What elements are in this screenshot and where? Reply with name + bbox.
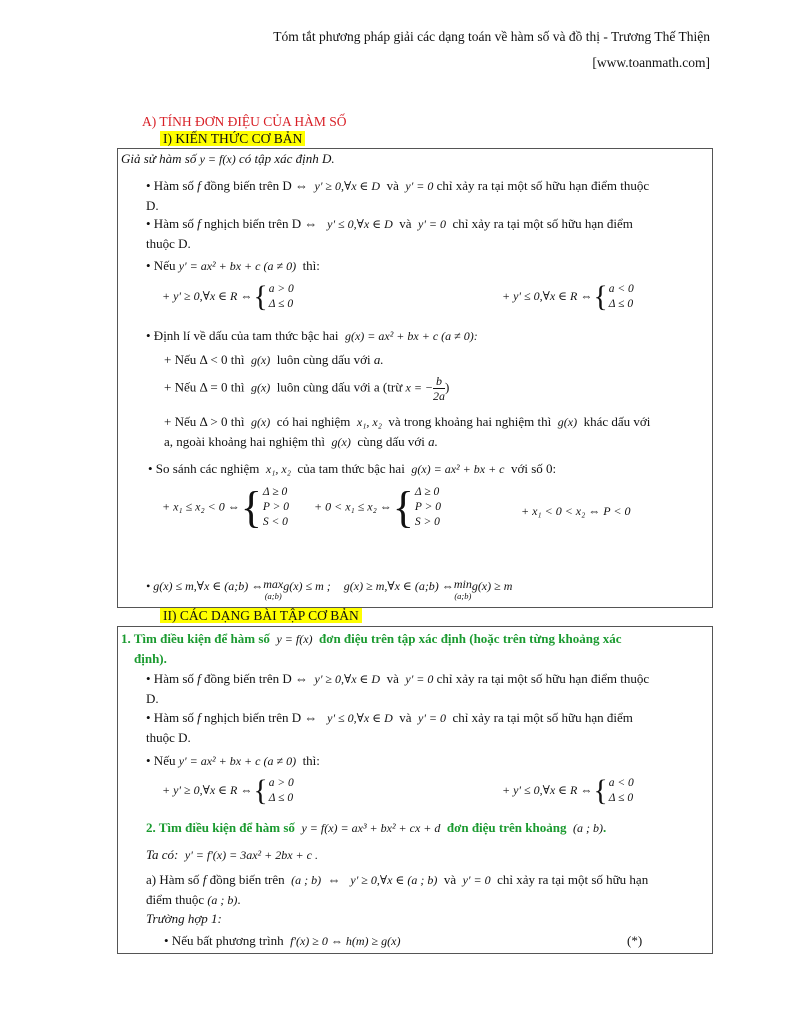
dongbien-paragraph: • Hàm số f đồng biến trên D ⇔ y' ≥ 0,∀x ∈ D và y' = 0 chỉ xảy ra tại một số hữu hạn điểm thuộc D. xyxy=(146,178,650,213)
derivative-line: Ta có: y' = f'(x) = 3ax² + 2bx + c . xyxy=(146,847,318,862)
condition-decreasing-2: + y' ≤ 0,∀x ∈ R ⇔{a < 0 Δ ≤ 0 xyxy=(502,774,634,807)
subsection-2-title: II) CÁC DẠNG BÀI TẬP CƠ BẢN xyxy=(160,608,362,623)
equation-marker: (*) xyxy=(627,933,643,948)
neu-line: • Nếu y' = ax² + bx + c (a ≠ 0) thì: xyxy=(146,258,320,273)
case-a-paragraph: a) Hàm số f đồng biến trên (a ; b) ⇔ y' ≥ 0,∀x ∈ (a ; b) và y' = 0 chỉ xảy ra tại một số hữu hạn điểm thuộc (a ; b). xyxy=(146,872,649,907)
delta-negative-line: + Nếu Δ < 0 thì g(x) luôn cùng dấu với a. xyxy=(164,352,384,367)
dinhli-line: • Định lí về dấu của tam thức bậc hai g(x) = ax² + bx + c (a ≠ 0): xyxy=(146,328,478,343)
subsection-1-title: I) KIẾN THỨC CƠ BẢN xyxy=(160,131,305,146)
intro-line: Giả sử hàm số y = f(x) có tập xác định D. xyxy=(121,151,335,166)
neu-line-2: • Nếu y' = ax² + bx + c (a ≠ 0) thì: xyxy=(146,753,320,768)
condition-increasing: + y' ≥ 0,∀x ∈ R ⇔{a > 0 Δ ≤ 0 xyxy=(162,280,294,313)
page-header-title: Tóm tắt phương pháp giải các dạng toán về hàm số và đồ thị - Trương Thế Thiện xyxy=(273,29,710,44)
page-header-site: [www.toanmath.com] xyxy=(592,55,710,70)
dongbien-paragraph-2: • Hàm số f đồng biến trên D ⇔ y' ≥ 0,∀x ∈ D và y' = 0 chỉ xảy ra tại một số hữu hạn điểm thuộc D. xyxy=(146,671,650,706)
compare-both-positive: + 0 < x₁ ≤ x₂ ⇔{Δ ≥ 0 P > 0 S > 0 xyxy=(314,482,441,532)
exercise-types-box xyxy=(117,626,713,954)
nghichbien-paragraph-2: • Hàm số f nghịch biến trên D ⇔ y' ≤ 0,∀x ∈ D và y' = 0 chỉ xảy ra tại một số hữu hạn điểm thuộc D. xyxy=(146,710,633,745)
basic-knowledge-box xyxy=(117,148,713,608)
type-1-heading: 1. Tìm điều kiện để hàm số y = f(x) đơn điệu trên tập xác định (hoặc trên từng khoảng xác định). xyxy=(121,631,622,666)
section-a-title: A) TÍNH ĐƠN ĐIỆU CỦA HÀM SỐ xyxy=(142,114,347,129)
condition-decreasing: + y' ≤ 0,∀x ∈ R ⇔{a < 0 Δ ≤ 0 xyxy=(502,280,634,313)
inequality-line: • Nếu bất phương trình f'(x) ≥ 0 ⇔ h(m) ≥ g(x) xyxy=(164,933,401,948)
nghichbien-paragraph: • Hàm số f nghịch biến trên D ⇔ y' ≤ 0,∀x ∈ D và y' = 0 chỉ xảy ra tại một số hữu hạn điểm thuộc D. xyxy=(146,216,633,251)
compare-both-negative: + x₁ ≤ x₂ < 0 ⇔{Δ ≥ 0 P > 0 S < 0 xyxy=(162,482,289,532)
sosanh-line: • So sánh các nghiệm x₁, x₂ của tam thức bậc hai g(x) = ax² + bx + c với số 0: xyxy=(148,461,557,476)
compare-opposite-signs: + x₁ < 0 < x₂ ⇔ P < 0 xyxy=(521,504,631,518)
delta-zero-line: + Nếu Δ = 0 thì g(x) luôn cùng dấu với a (trừ x = − $\frac{b}{2a}$ ) xyxy=(164,374,450,403)
type-2-heading: 2. Tìm điều kiện để hàm số y = f(x) = ax³ + bx² + cx + d đơn điệu trên khoảng (a ; b). xyxy=(146,820,607,835)
delta-positive-paragraph: + Nếu Δ > 0 thì g(x) có hai nghiệm x₁, x₂ và trong khoảng hai nghiệm thì g(x) khác dấu với a, ngoài khoảng hai nghiệm thì g(x) cùng dấu với a. xyxy=(164,414,651,449)
condition-increasing-2: + y' ≥ 0,∀x ∈ R ⇔{a > 0 Δ ≤ 0 xyxy=(162,774,294,807)
maxmin-line: • g(x) ≤ m,∀x ∈ (a;b) ⇔max (a;b) g(x) ≤ m ; g(x) ≥ m,∀x ∈ (a;b) ⇔min (a;b) g(x) ≥ m xyxy=(146,577,513,601)
case-1-label: Trường hợp 1: xyxy=(146,911,222,926)
